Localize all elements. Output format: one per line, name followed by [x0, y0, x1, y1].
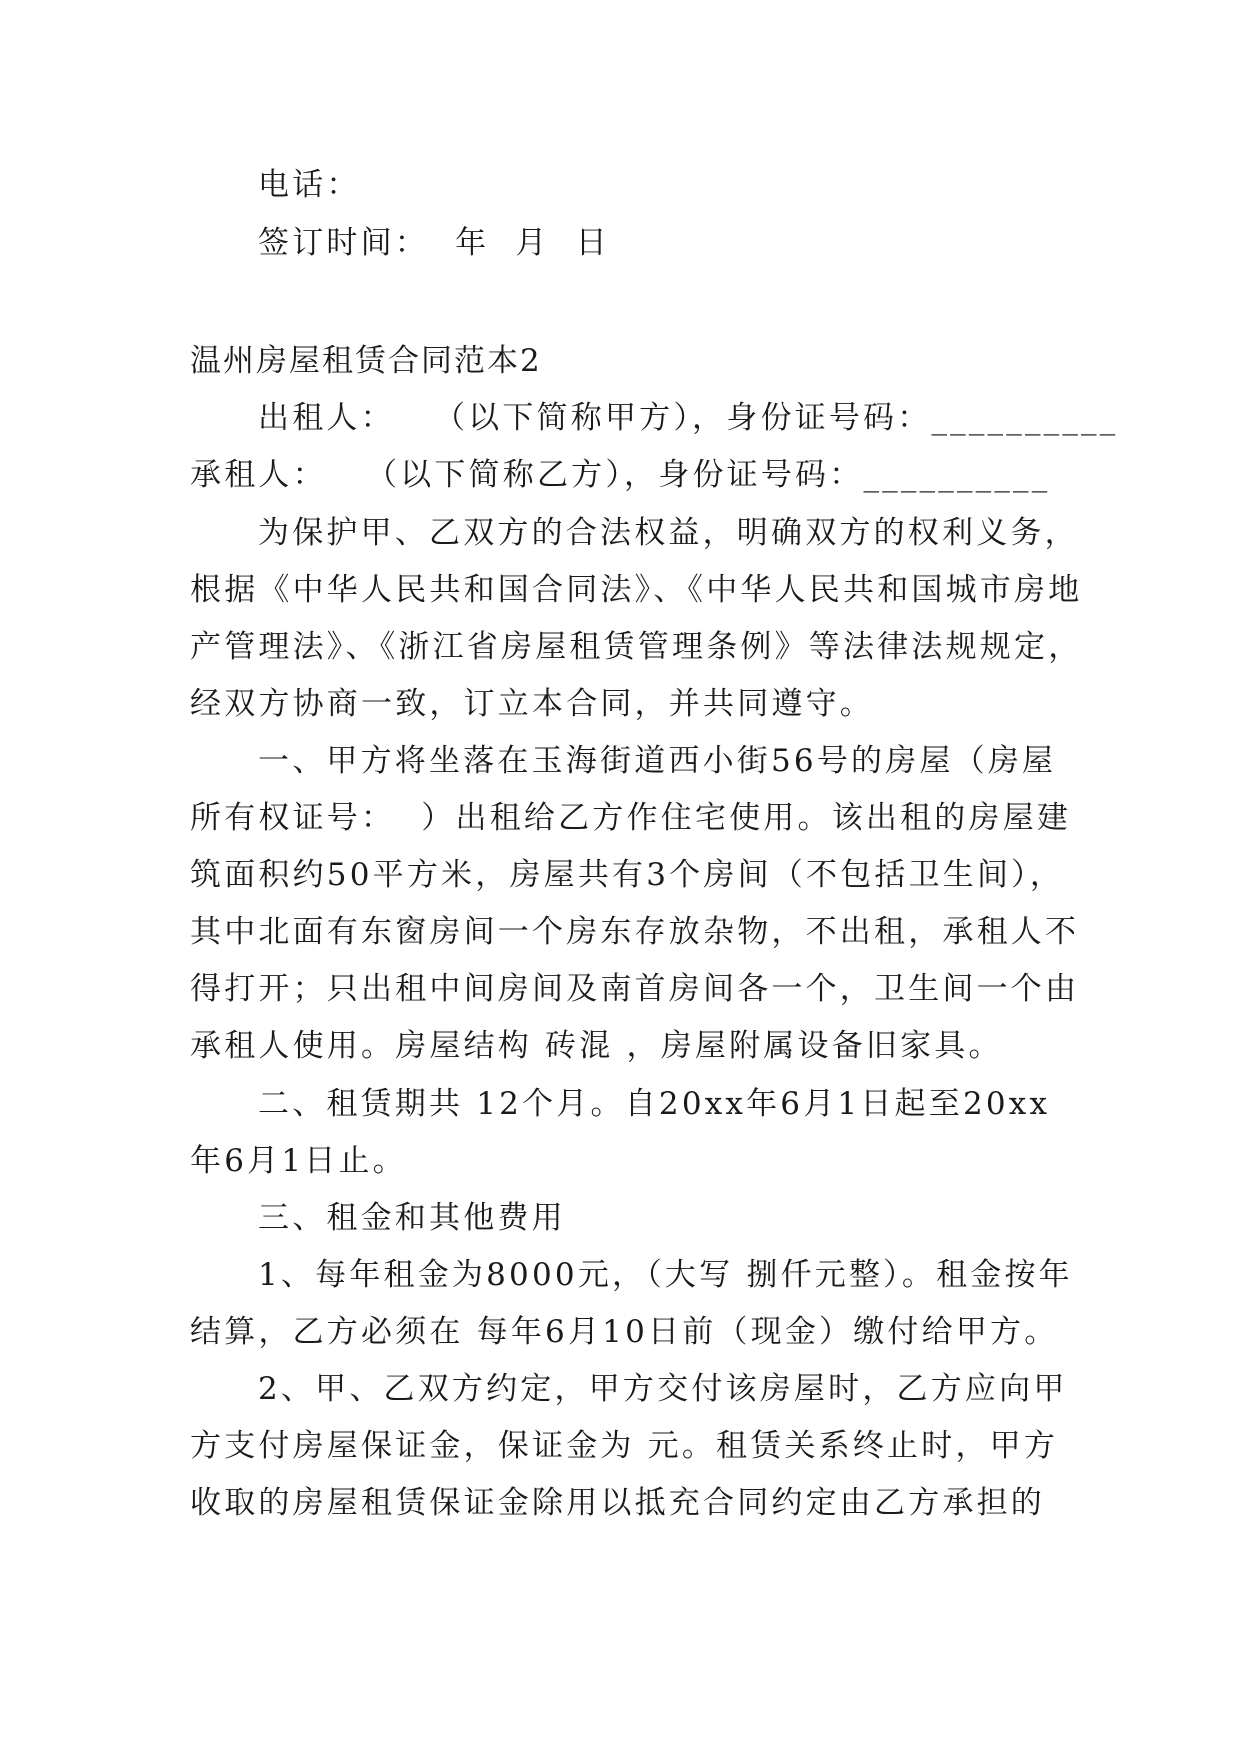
preamble-line-3: 产管理法》、《浙江省房屋租赁管理条例》等法律法规规定， — [190, 629, 1083, 665]
clause-3-1-line-2: 结算，乙方必须在 每年6月10日前（现金）缴付给甲方。 — [190, 1314, 1059, 1350]
preamble-line-4: 经双方协商一致，订立本合同，并共同遵守。 — [190, 686, 874, 722]
clause-1-line-6: 承租人使用。房屋结构 砖混 ，房屋附属设备旧家具。 — [190, 1028, 1003, 1064]
clause-1-line-5: 得打开；只出租中间房间及南首房间各一个，卫生间一个由 — [190, 971, 1080, 1007]
clause-3-heading: 三、租金和其他费用 — [258, 1200, 566, 1236]
preamble-line-1: 为保护甲、乙双方的合法权益，明确双方的权利义务， — [258, 515, 1079, 551]
lessee-line: 承租人： （以下简称乙方），身份证号码：__________ — [190, 457, 1051, 493]
clause-1-line-1: 一、甲方将坐落在玉海街道西小街56号的房屋（房屋 — [258, 743, 1057, 779]
phone-label: 电话： — [258, 167, 361, 203]
contract-title: 温州房屋租赁合同范本2 — [190, 343, 542, 379]
clause-3-2-line-1: 2、甲、乙双方约定，甲方交付该房屋时，乙方应向甲 — [258, 1371, 1068, 1407]
clause-3-2-line-2: 方支付房屋保证金，保证金为 元。租赁关系终止时，甲方 — [190, 1428, 1059, 1464]
clause-2-line-1: 二、租赁期共 12个月。自20xx年6月1日起至20xx — [258, 1086, 1051, 1122]
clause-3-1-line-1: 1、每年租金为8000元，（大写 捌仟元整）。租金按年 — [258, 1257, 1073, 1293]
clause-3-2-line-3: 收取的房屋租赁保证金除用以抵充合同约定由乙方承担的 — [190, 1485, 1045, 1521]
clause-1-line-3: 筑面积约50平方米，房屋共有3个房间（不包括卫生间）， — [190, 857, 1065, 893]
clause-1-line-4: 其中北面有东窗房间一个房东存放杂物，不出租，承租人不 — [190, 914, 1080, 950]
clause-2-line-2: 年6月1日止。 — [190, 1143, 407, 1179]
preamble-line-2: 根据《中华人民共和国合同法》、《中华人民共和国城市房地 — [190, 572, 1083, 608]
clause-1-line-2: 所有权证号： ）出租给乙方作住宅使用。该出租的房屋建 — [190, 800, 1072, 836]
lessor-line: 出租人： （以下简称甲方），身份证号码：__________ — [258, 400, 1119, 436]
signing-date-line: 签订时间： 年 月 日 — [258, 225, 610, 261]
